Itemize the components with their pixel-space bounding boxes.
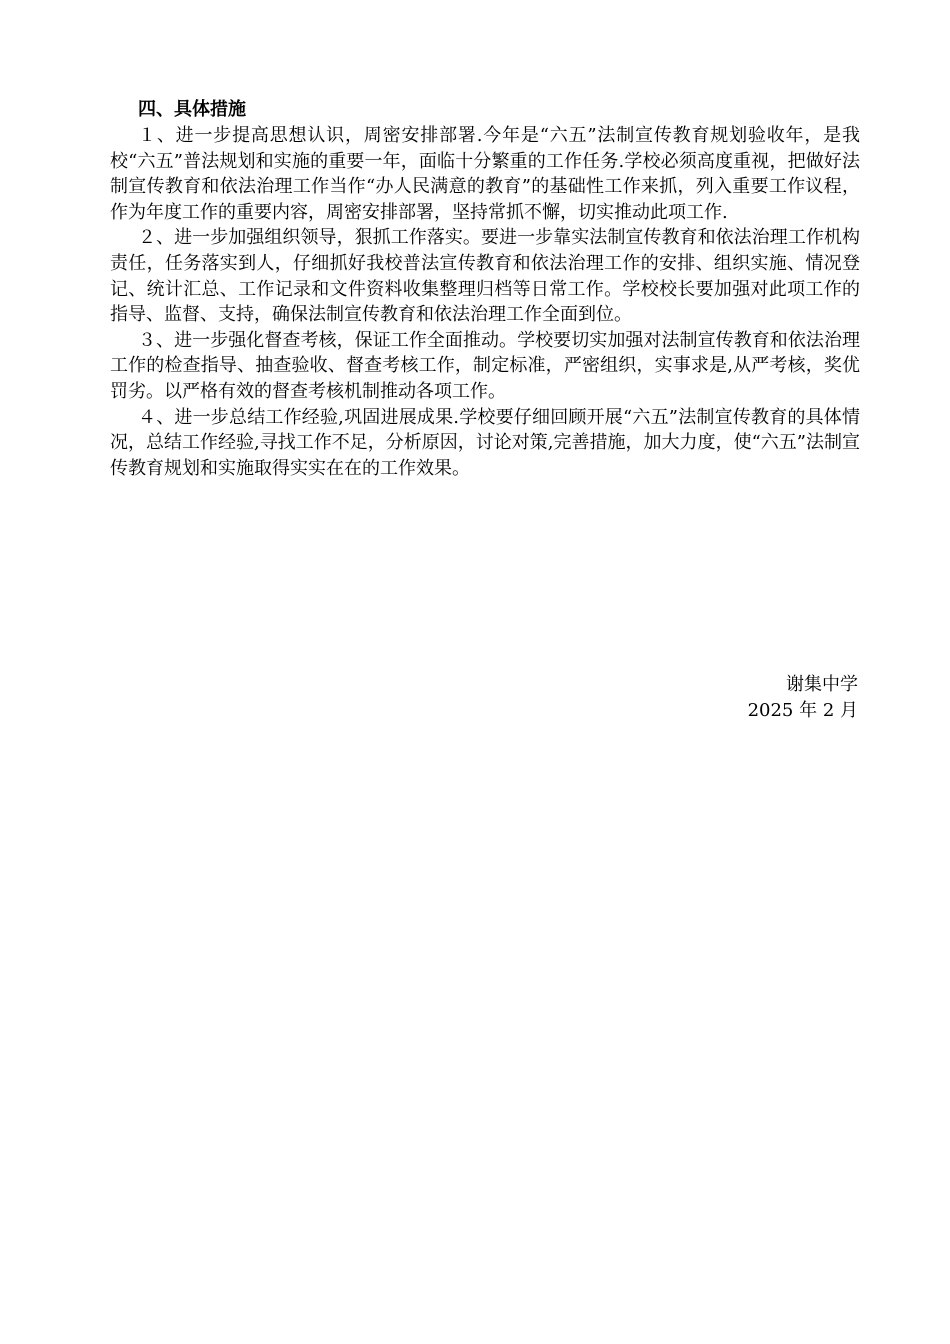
paragraph-measure-1: １、进一步提高思想认识，周密安排部署.今年是“六五”法制宣传教育规划验收年，是我校“六五”普法规划和实施的重要一年，面临十分繁重的工作任务.学校必须高度重视，把做好法制宣传教育和依法治理工作当作“办人民满意的教育”的基础性工作来抓，列入重要工作议程，作为年度工作的重要内容，周密安排部署，坚持常抓不懈，切实推动此项工作. [110, 125, 860, 223]
paragraph-measure-2: ２、进一步加强组织领导，狠抓工作落实。要进一步靠实法制宣传教育和依法治理工作机构责任，任务落实到人，仔细抓好我校普法宣传教育和依法治理工作的安排、组织实施、情况登记、统计汇总、工作记录和文件资料收集整理归档等日常工作。学校校长要加强对此项工作的指导、监督、支持，确保法制宣传教育和依法治理工作全面到位。 [110, 227, 860, 326]
signature-date: 2025 年 2 月 [747, 700, 858, 721]
signature-organization: 谢集中学 [786, 674, 858, 695]
signature-block [748, 672, 858, 724]
paragraph-measure-4: ４、进一步总结工作经验,巩固进展成果.学校要仔细回顾开展“六五”法制宣传教育的具体情况，总结工作经验,寻找工作不足，分析原因，讨论对策,完善措施，加大力度，使“六五”法制宣传教育规划和实施取得实实在在的工作效果。 [110, 406, 860, 479]
document-body [110, 96, 860, 481]
paragraph-measure-3: ３、进一步强化督查考核，保证工作全面推动。学校要切实加强对法制宣传教育和依法治理工作的检查指导、抽查验收、督查考核工作，制定标准，严密组织，实事求是,从严考核，奖优罚劣。以严格有效的督查考核机制推动各项工作。 [110, 329, 860, 402]
section-heading: 四、具体措施 [138, 99, 246, 120]
